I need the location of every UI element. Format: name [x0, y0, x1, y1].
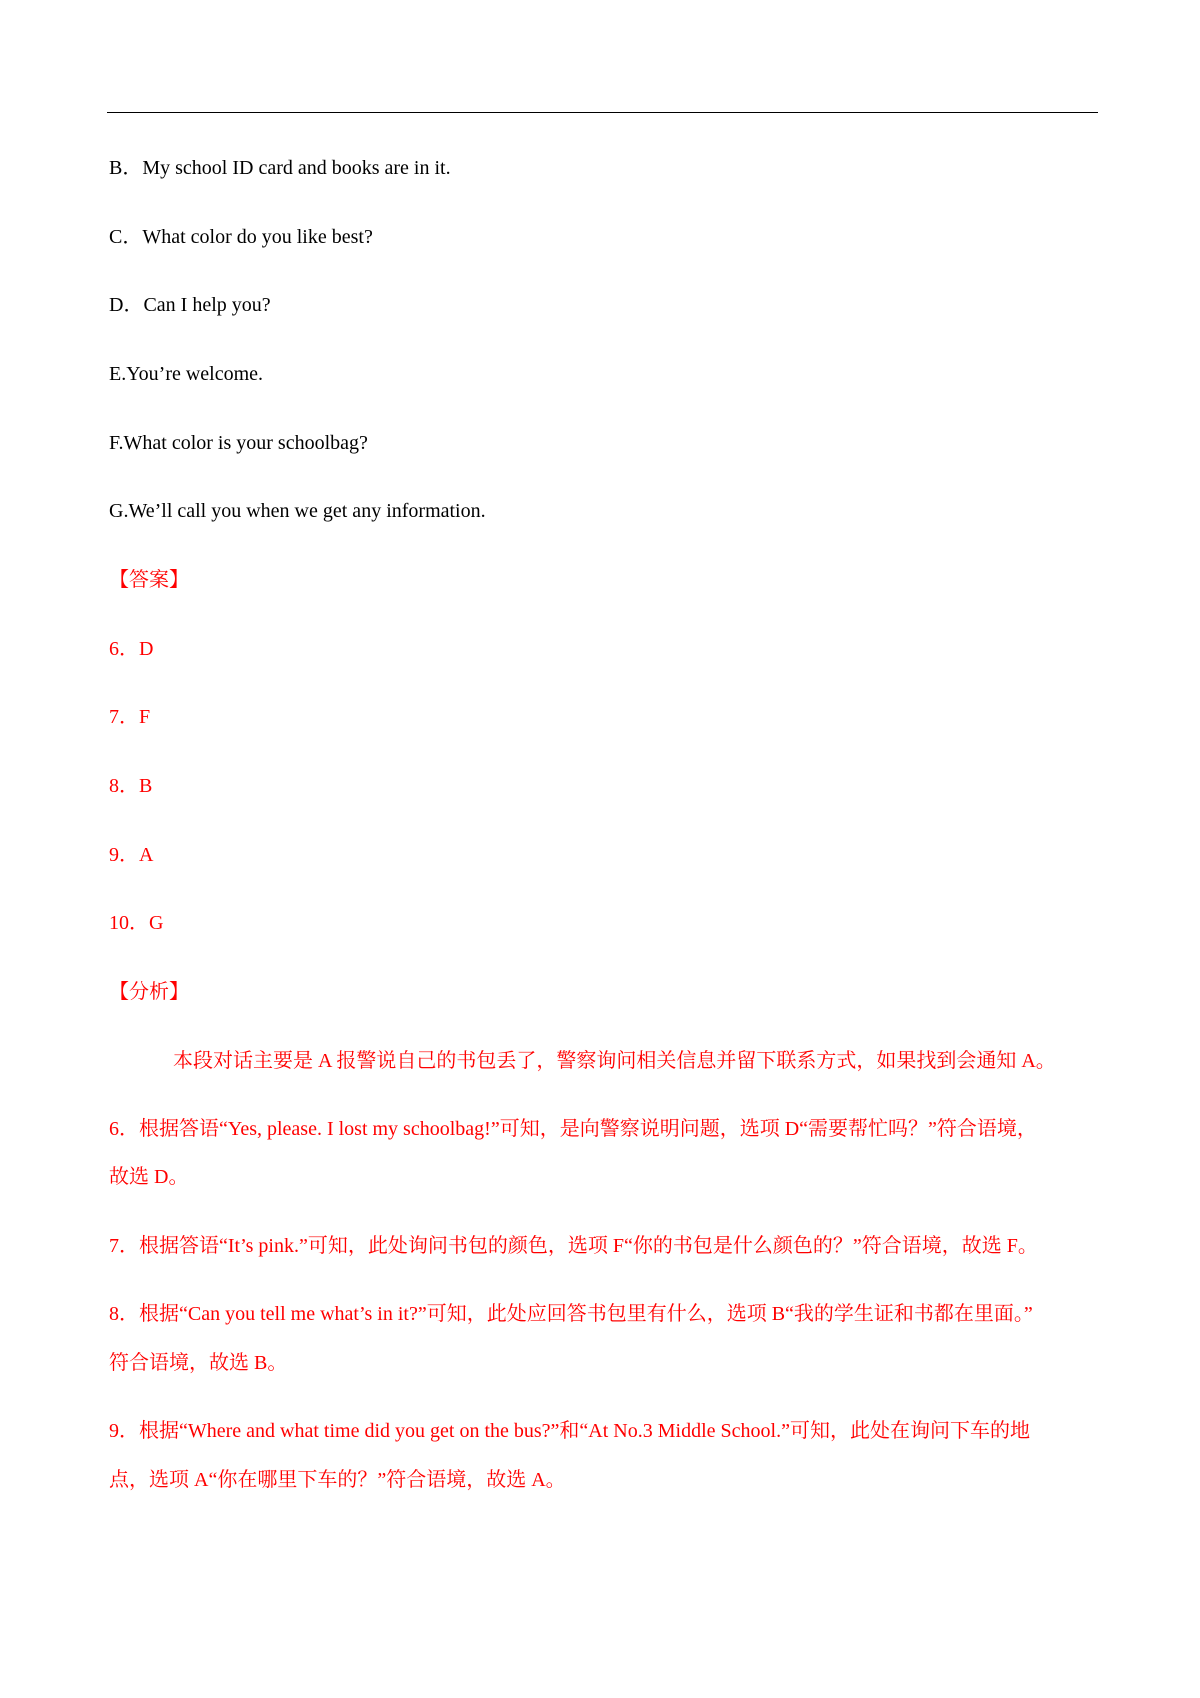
option-d: D．Can I help you? [109, 294, 271, 316]
answer-7: 7．F [109, 706, 151, 728]
analysis-heading: 【分析】 [109, 981, 189, 1003]
answer-10: 10．G [109, 912, 164, 934]
answer-9: 9．A [109, 844, 154, 866]
answer-heading: 【答案】 [109, 569, 189, 591]
explanation-6-line2: 故选 D。 [109, 1166, 189, 1188]
explanation-9-line2: 点，选项 A“你在哪里下车的？”符合语境，故选 A。 [109, 1469, 566, 1491]
analysis-intro: 本段对话主要是 A 报警说自己的书包丢了，警察询问相关信息并留下联系方式，如果找到会通知 A。 [173, 1050, 1056, 1072]
option-c: C．What color do you like best? [109, 226, 373, 248]
header-rule [107, 112, 1098, 113]
explanation-9-line1: 9．根据“Where and what time did you get on the bus?”和“At No.3 Middle School.”可知，此处在询问下车的地 [109, 1420, 1030, 1442]
option-e: E.You’re welcome. [109, 363, 264, 385]
answer-6: 6．D [109, 638, 154, 660]
explanation-7-line1: 7．根据答语“It’s pink.”可知，此处询问书包的颜色，选项 F“你的书包是什么颜色的？”符合语境，故选 F。 [109, 1235, 1038, 1257]
answer-8: 8．B [109, 775, 153, 797]
explanation-8-line1: 8．根据“Can you tell me what’s in it?”可知，此处应回答书包里有什么，选项 B“我的学生证和书都在里面。” [109, 1303, 1033, 1325]
option-b: B．My school ID card and books are in it. [109, 157, 451, 179]
explanation-6-line1: 6．根据答语“Yes, please. I lost my schoolbag!”可知，是向警察说明问题，选项 D“需要帮忙吗？”符合语境， [109, 1118, 1037, 1140]
option-g: G.We’ll call you when we get any information. [109, 500, 486, 522]
option-f: F.What color is your schoolbag? [109, 432, 368, 454]
explanation-8-line2: 符合语境，故选 B。 [109, 1352, 288, 1374]
